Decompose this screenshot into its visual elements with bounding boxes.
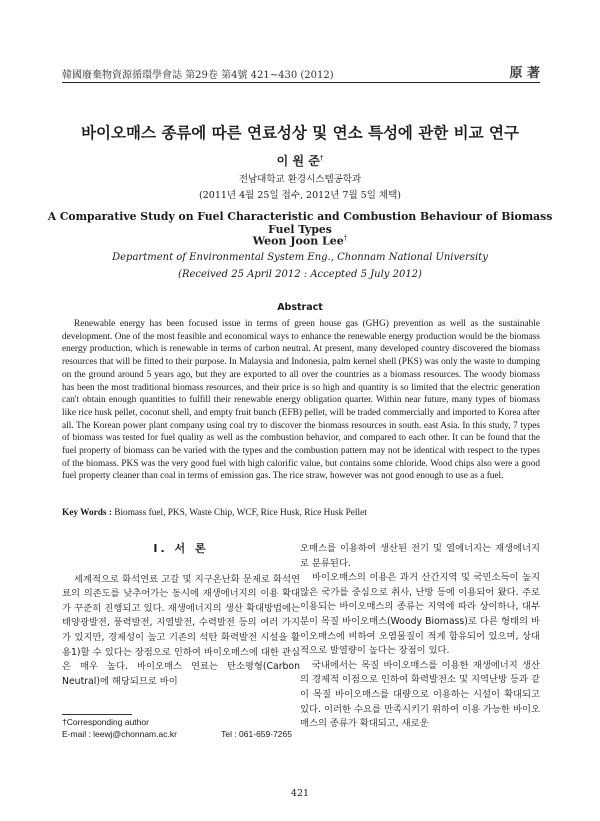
page-number: 421 — [290, 788, 310, 799]
intro-paragraph-1: 세계적으로 화석연료 고갈 및 지구온난화 문제로 화석연료의 의존도를 낮추어가는 동시에 재생에너지의 이용 확대가 꾸준히 진행되고 있다. 재생에너지의 생산 확대방법에는 태양광발전, 풍력발전, 지열발전, 수력발전 등의 여러 가지가 있지만, 경제성이 높고 기존의 석탄 화력발전 시설을 활용1)할 수 있다는 장점으로 인하여 바이오매스에 대한 관심은 매우 높다. 바이오매스 연료는 탄소평형(Carbon Neutral)에 해당되므로 바이 — [62, 573, 300, 687]
right-column — [300, 542, 540, 732]
footnote-tel: Tel : 061-659-7265 — [221, 729, 292, 739]
keywords — [62, 508, 540, 518]
intro-paragraph-continued: 오매스를 이용하여 생산된 전기 및 열에너지는 재생에너지로 분류된다. — [300, 543, 540, 569]
header-rule — [62, 82, 540, 83]
running-header — [62, 62, 540, 80]
english-author: Weon Joon Lee† — [252, 234, 348, 248]
korean-dates: (2011년 4월 25일 접수, 2012년 7월 5일 채택) — [199, 190, 401, 201]
intro-paragraph-2: 바이오매스의 이용은 과거 산간지역 및 국민소득이 높지 않은 국가를 중심으로 취사, 난방 등에 이용되어 왔다. 주로 이용되는 바이오매스의 종류는 지역에 따라 상이하나, 대부분이 목질 바이오매스(Woody Biomass)로 다른 형태의 바이오매스에 비하여 오염물질이 적게 함유되어 있으며, 상대적으로 발열량이 높다는 장점이 있다. — [300, 572, 540, 657]
korean-author: 이 원 준† — [276, 154, 324, 168]
korean-affiliation: 전남대학교 환경시스템공학과 — [238, 174, 362, 185]
english-title: A Comparative Study on Fuel Characteristic and Combustion Behaviour of Biomass Fuel Types — [47, 210, 553, 236]
english-dates: (Received 25 April 2012 : Accepted 5 July 2012) — [178, 269, 422, 280]
corresponding-mark: † — [343, 234, 348, 242]
english-affiliation: Department of Environmental System Eng., Chonnam National University — [112, 252, 488, 263]
journal-citation: 韓國廢棄物資源循環學會誌 第29卷 第4號 421~430 (2012) — [62, 70, 334, 81]
abstract-heading: Abstract — [277, 302, 323, 313]
keywords-label: Key Words : — [62, 508, 115, 518]
left-column — [62, 542, 300, 689]
corresponding-mark: † — [319, 154, 324, 162]
footnote-rule — [62, 714, 132, 715]
article-type-label: 原 著 — [509, 66, 540, 81]
section-heading: I. 서 론 — [153, 542, 209, 555]
intro-paragraph-3: 국내에서는 목질 바이오매스를 이용한 재생에너지 생산의 경제적 이점으로 인하여 화력발전소 및 지역난방 등과 같이 목질 바이오매스를 대량으로 이용하는 시설이 확대되고 있다. 이러한 수요를 만족시키기 위하여 이용 가능한 바이오매스의 종류가 확대되고, 새로운 — [300, 659, 540, 730]
keywords-text: Biomass fuel, PKS, Waste Chip, WCF, Rice Husk, Rice Husk Pellet — [114, 508, 367, 518]
abstract-text: Renewable energy has been focused issue in terms of green house gas (GHG) prevention as well as the sustainable development. One of the most feasible and economical ways to enhance the renewable energy production would be the biomass energy production, which is renewable in terms of carbon neutral. At present, many developed country discovered the biomass resources that will be fitted to their purpose. In Malaysia and Indonesia, palm kernel shell (PKS) was only the waste to dumping on the ground around 5 years ago, but they are exported to all over the countries as a biomass resources. The woody biomass has been the most traditional biomass resources, and their price is so high and quantity is so limited that the electric generation can't obtain enough quantities to fulfill their renewable energy obligation quarter. Within near future, many types of biomass like rice husk pellet, coconut shell, and empty fruit bunch (EFB) pellet, will be traded commercially and imported to Korea after all. The Korean power plant company using coal try to discover the biomass resources in south. east Asia. In this study, 7 types of biomass was tested for fuel quality as well as the combustion behavior, and compared to each other. It can be found that the fuel property of biomass can be varied with the types and the combustion pattern may not be identical with respect to the types of the biomass. PKS was the very good fuel with high calorific value, but contains some chloride. Wood chips also were a good fuel property cleaner than coal in terms of emission gas. The rice straw, however was not good enough to use as a fuel. — [62, 319, 540, 482]
footnote — [62, 716, 302, 740]
korean-title: 바이오매스 종류에 따른 연료성상 및 연소 특성에 관한 비교 연구 — [81, 124, 519, 142]
footnote-email: E-mail : leewj@chonnam.ac.kr — [62, 729, 177, 739]
footnote-corresponding: †Corresponding author — [62, 717, 149, 727]
